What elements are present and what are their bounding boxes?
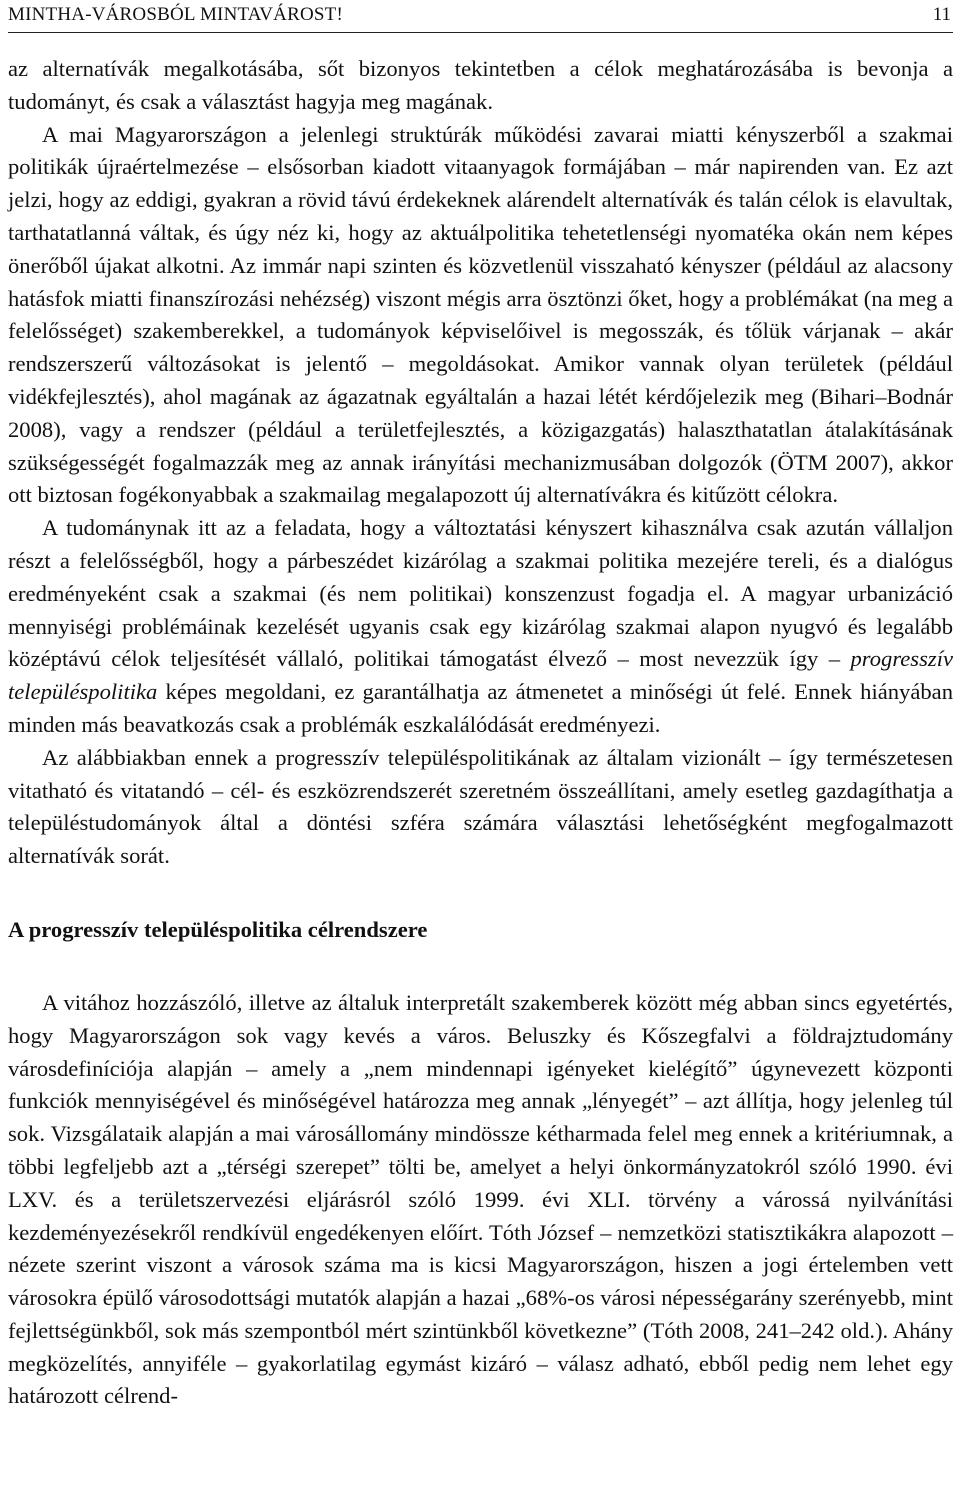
paragraph: Az alábbiakban ennek a progresszív településpolitikának az általam vizionált – így természetesen vitatható és vitatandó – cél- és eszközrendszerét szeretném összeállítani, amely esetleg gazdagíthatja a településtudományok által a döntési szféra számára választási lehetőségként megfogalmazott alternatívák sorát. — [8, 744, 953, 869]
body-text — [8, 53, 953, 1413]
document-page — [8, 0, 953, 1413]
paragraph-text: képes megoldani, ez garantálhatja az átmenetet a minőségi út felé. Ennek hiányában minden más beavatkozás csak a problémák eszkalálódását eredményezi. — [8, 679, 953, 737]
running-title: MINTHA-VÁROSBÓL MINTAVÁROST! — [8, 4, 344, 25]
paragraph: A vitához hozzászóló, illetve az általuk interpretált szakemberek között még abban sincs egyetértés, hogy Magyarországon sok vagy kevés a város. Beluszky és Kőszegfalvi a földrajztudomány városdefiníciója alapján – amely a „nem mindennapi igényeket kielégítő” úgynevezett központi funkciók mennyiségével és minőségével határozza meg annak „lényegét” – azt állítja, hogy jelenleg túl sok. Vizsgálataik alapján a mai városállomány mindössze kétharmada felel meg ennek a kritériumnak, a többi legfeljebb azt a „térségi szerepet” tölti be, amelyet a helyi önkormányzatokról szóló 1990. évi LXV. és a területszervezési eljárásról szóló 1999. évi XLI. törvény a várossá nyilvánítási kezdeményezésekről rendkívül engedékenyen előírt. Tóth József – nemzetközi statisztikákra alapozott – nézete szerint viszont a városok száma ma is kicsi Magyarországon, hiszen a jogi értelemben vett városokra épülő városodottsági mutatók alapján a hazai „68%-os városi népességarány szerényebb, mint fejlettségünkből, sok más szempontból mért szintünkből következne” (Tóth 2008, 241–242 old.). Ahány megközelítés, annyiféle – gyakorlatilag egymást kizáró – válasz adható, ebből pedig nem lehet egy határozott célrend- — [8, 989, 953, 1409]
paragraph-text: A tudománynak itt az a feladata, hogy a változtatási kényszert kihasználva csak azután vállaljon részt a felelősségből, hogy a párbeszédet kizárólag a szakmai politika mezejére tereli, és a dialógus eredményeként csak a szakmai (és nem politikai) konszenzust fogadja el. A magyar urbanizáció mennyiségi problémáinak kezelését ugyanis csak egy kizárólag szakmai alapon nyugvó és legalább középtávú célok teljesítését vállaló, politikai támogatást élvező – most nevezzük így – — [8, 515, 953, 672]
paragraph-continuation: az alternatívák megalkotásába, sőt bizonyos tekintetben a célok meghatározásába is bevonja a tudományt, és csak a választást hagyja meg magának. — [8, 56, 953, 114]
paragraph — [8, 512, 953, 742]
emphasized-term: progresszív településpolitika — [8, 646, 953, 705]
section-heading: A progresszív településpolitika célrendszere — [8, 916, 428, 942]
running-header — [8, 0, 953, 33]
paragraph: A mai Magyarországon a jelenlegi struktúrák működési zavarai miatti kényszerből a szakmai politikák újraértelmezése – elsősorban kiadott vitaanyagok formájában – már napirenden van. Ez azt jelzi, hogy az eddigi, gyakran a rövid távú érdekeknek alárendelt alternatívák és talán célok is elavultak, tarthatatlanná váltak, és úgy néz ki, hogy az aktuálpolitika tehetetlenségi nyomatéka okán nem képes önerőből újakat alkotni. Az immár napi szinten és közvetlenül visszaható kényszer (például az alacsony hatásfok miatti finanszírozási nehézség) viszont mégis arra ösztönzi őket, hogy a problémákat (na meg a felelősséget) szakemberekkel, a tudományok képviselőivel is megosszák, és tőlük várjanak – akár rendszerszerű változásokat is jelentő – megoldásokat. Amikor vannak olyan területek (például vidékfejlesztés), ahol magának az ágazatnak egyáltalán a hazai létét kérdőjelezik meg (Bihari–Bodnár 2008), vagy a rendszer (például a területfejlesztés, a közigazgatás) halaszthatatlan átalakításának szükségességét fogalmazzák meg az annak irányítási mechanizmusában dolgozók (ÖTM 2007), akkor ott biztosan fogékonyabbak a szakmailag megalapozott új alternatívákra és kitűzött célokra. — [8, 121, 953, 508]
page-number: 11 — [932, 4, 951, 25]
